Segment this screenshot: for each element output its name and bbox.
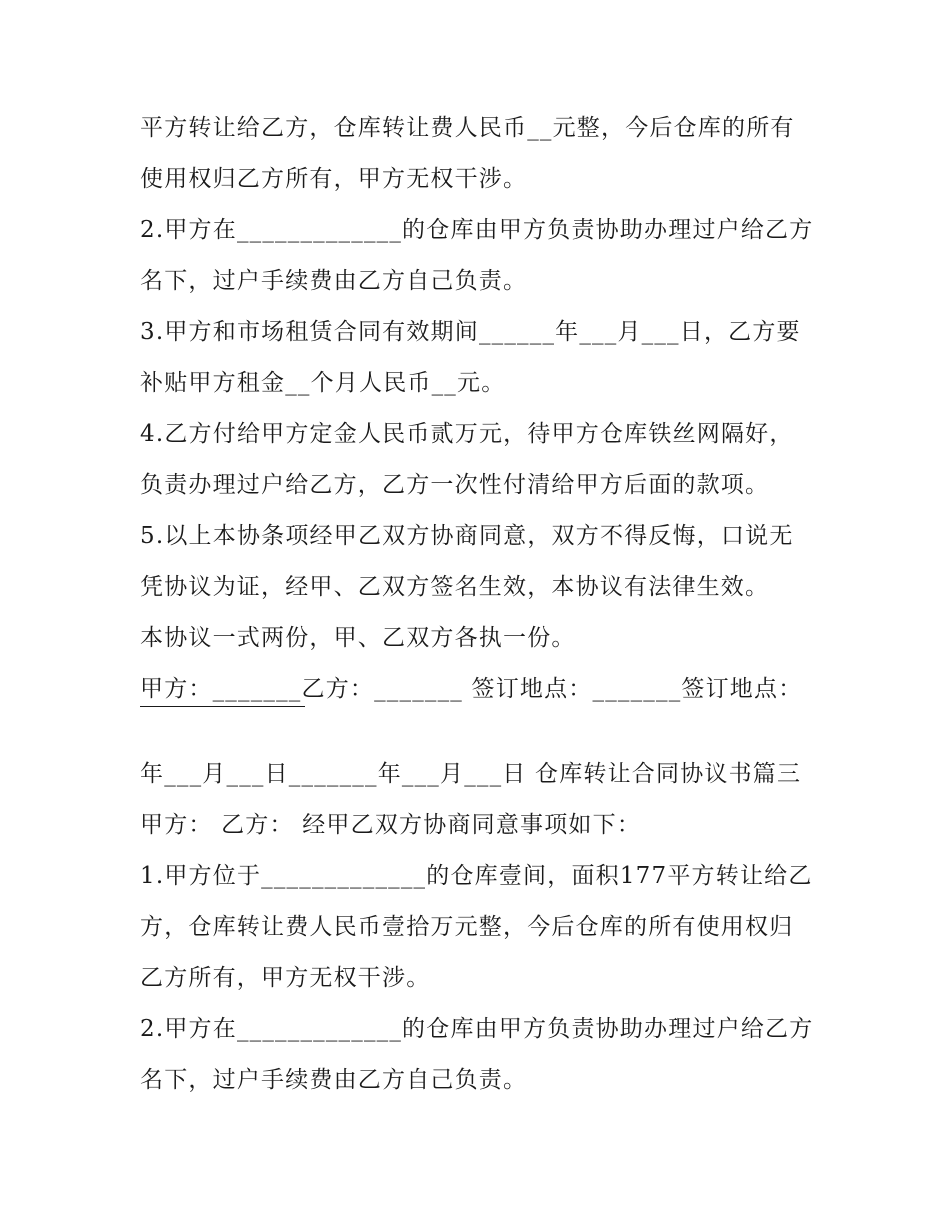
text-line: 4.乙方付给甲方定金人民币贰万元，待甲方仓库铁丝网隔好， xyxy=(140,421,794,447)
text-line: 1.甲方位于_____________的仓库壹间，面积177平方转让给乙 xyxy=(140,863,813,889)
text-line: 补贴甲方租金__个月人民币__元。 xyxy=(140,370,506,396)
text-line: 凭协议为证，经甲、乙双方签名生效，本协议有法律生效。 xyxy=(140,574,770,600)
signature-rule xyxy=(140,706,305,707)
text-line: 平方转让给乙方，仓库转让费人民币__元整，今后仓库的所有 xyxy=(140,115,795,141)
text-line: 5.以上本协条项经甲乙双方协商同意，双方不得反悔，口说无 xyxy=(140,523,794,549)
text-line: 甲方： 乙方： 经甲乙双方协商同意事项如下： xyxy=(140,812,642,838)
text-line: 3.甲方和市场租赁合同有效期间______年___月___日，乙方要 xyxy=(140,319,801,345)
text-line: 2.甲方在_____________的仓库由甲方负责协助办理过户给乙方 xyxy=(140,217,814,243)
text-line: 名下，过户手续费由乙方自己负责。 xyxy=(140,1067,528,1093)
text-line: 本协议一式两份，甲、乙双方各执一份。 xyxy=(140,625,576,651)
text-line: 方，仓库转让费人民币壹拾万元整，今后仓库的所有使用权归 xyxy=(140,914,794,940)
text-line: 负责办理过户给乙方，乙方一次性付清给甲方后面的款项。 xyxy=(140,472,770,498)
text-line: 2.甲方在_____________的仓库由甲方负责协助办理过户给乙方 xyxy=(140,1016,814,1042)
text-line: 使用权归乙方所有，甲方无权干涉。 xyxy=(140,166,528,192)
text-line: 年___月___日_______年___月___日 仓库转让合同协议书篇三 xyxy=(140,761,802,787)
text-line: 甲方：_______乙方：_______ 签订地点：_______签订地点： xyxy=(140,676,803,702)
text-line: 乙方所有，甲方无权干涉。 xyxy=(140,965,431,991)
text-line: 名下，过户手续费由乙方自己负责。 xyxy=(140,268,528,294)
document-page xyxy=(140,103,820,1106)
